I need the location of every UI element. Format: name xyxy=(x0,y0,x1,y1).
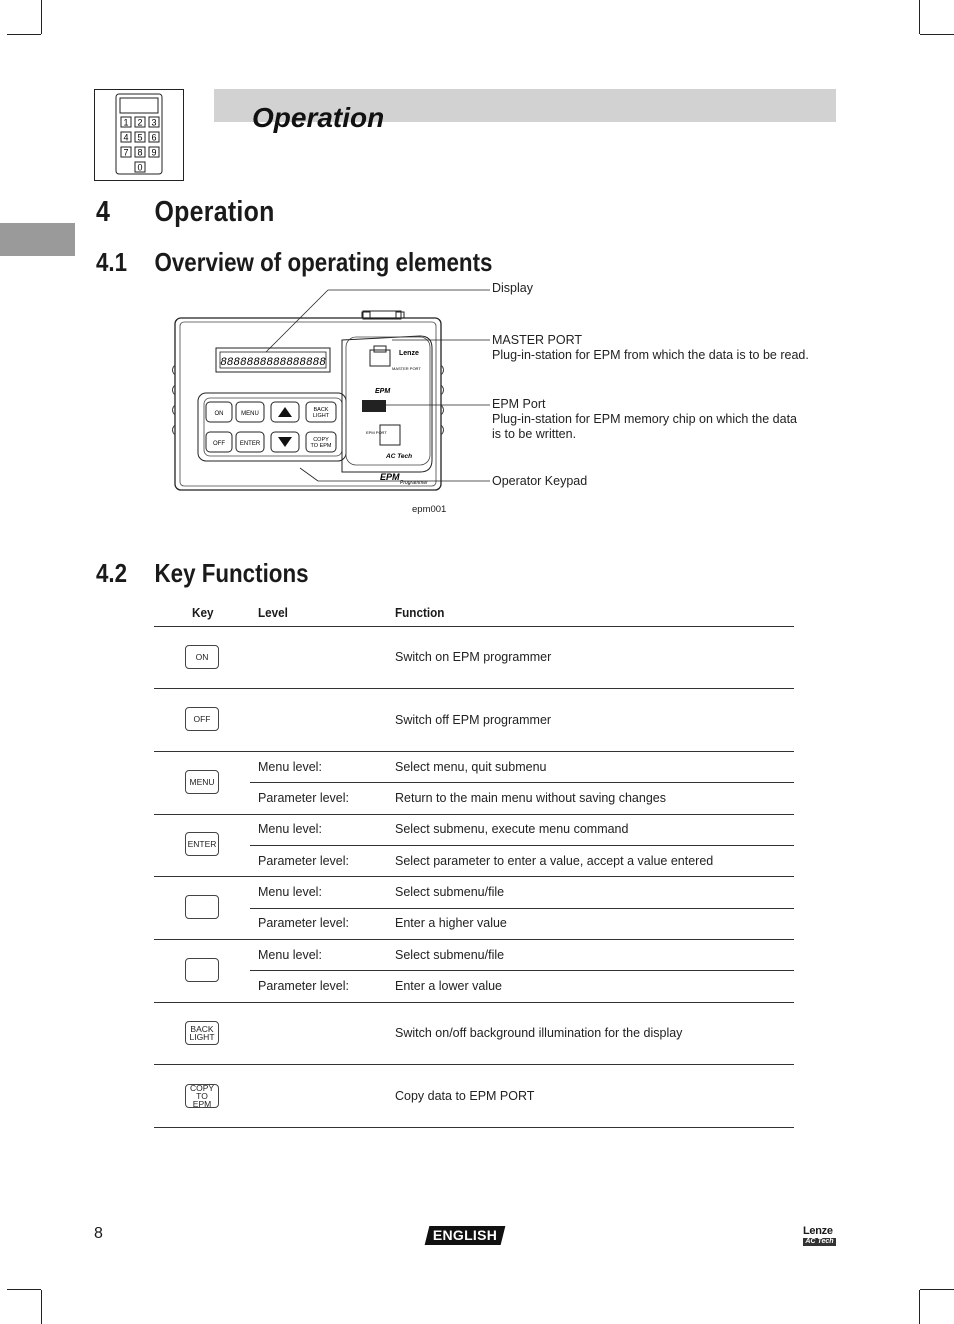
table-cell-function: Return to the main menu without saving changes xyxy=(395,791,666,805)
header-title: Operation xyxy=(252,102,385,133)
callout-keypad: Operator Keypad xyxy=(492,474,588,488)
crop-mark xyxy=(920,34,954,35)
keypad-key-label: 8 xyxy=(137,147,143,158)
table-cell-function: Select parameter to enter a value, accept a value entered xyxy=(395,854,714,868)
diagram-btn-backlight: BACK LIGHT xyxy=(312,407,330,419)
keypad-key-label: 3 xyxy=(151,117,157,128)
table-cell-level: Parameter level: xyxy=(258,791,350,805)
diagram-btn-copy: COPY TO EPM xyxy=(310,437,332,449)
table-header-key: Key xyxy=(192,605,214,620)
crop-mark xyxy=(919,1290,920,1324)
table-cell-level: Parameter level: xyxy=(258,979,350,993)
table-rule xyxy=(154,751,794,752)
table-cell-level: Menu level: xyxy=(258,760,322,774)
crop-mark xyxy=(919,0,920,34)
callout-display: Display xyxy=(492,281,533,295)
table-rule xyxy=(250,782,794,783)
crop-mark xyxy=(41,1290,42,1324)
table-rule xyxy=(154,1064,794,1065)
page-number: 8 xyxy=(94,1225,103,1242)
crop-mark xyxy=(41,0,42,34)
keypad-key-label: 1 xyxy=(123,117,129,128)
table-cell-function: Select submenu/file xyxy=(395,885,505,899)
table-cell-function: Copy data to EPM PORT xyxy=(395,1089,535,1103)
table-rule xyxy=(250,908,794,909)
figure-id: epm001 xyxy=(412,504,447,515)
table-cell-level: Menu level: xyxy=(258,822,322,836)
key-copy-to-epm-icon: COPY TO EPM xyxy=(185,1084,219,1108)
table-cell-level: Parameter level: xyxy=(258,916,350,930)
table-cell-function: Switch off EPM programmer xyxy=(395,713,552,727)
display-digits: 8888888888888888 xyxy=(220,357,326,369)
table-cell-function: Switch on/off background illumination for the display xyxy=(395,1026,683,1040)
table-cell-level: Menu level: xyxy=(258,885,322,899)
diagram-epm-logo: EPM xyxy=(375,388,391,395)
diagram-btn-menu: MENU xyxy=(241,411,259,417)
table-cell-level: Parameter level: xyxy=(258,854,350,868)
up-arrow-icon xyxy=(185,895,219,919)
callout-master-port: MASTER PORT Plug-in-station for EPM from which the data is to be read. xyxy=(492,333,809,362)
keypad-key-label: 5 xyxy=(137,132,143,143)
table-cell-function: Select submenu/file xyxy=(395,948,505,962)
down-arrow-icon xyxy=(185,958,219,982)
table-header-function: Function xyxy=(395,605,445,620)
table-rule xyxy=(154,688,794,689)
diagram-btn-on: ON xyxy=(214,411,224,417)
table-rule xyxy=(154,939,794,940)
table-rule xyxy=(154,1127,794,1128)
table-cell-function: Enter a higher value xyxy=(395,916,507,930)
table-rule xyxy=(154,1002,794,1003)
epm-programmer-diagram xyxy=(170,280,510,500)
table-cell-function: Select submenu, execute menu command xyxy=(395,822,629,836)
section-heading-4: 4 Operation xyxy=(96,196,275,228)
diagram-master-port-label: MASTER PORT xyxy=(392,366,421,371)
crop-mark xyxy=(7,1289,41,1290)
key-on-icon: ON xyxy=(185,645,219,669)
table-cell-function: Select menu, quit submenu xyxy=(395,760,547,774)
table-rule xyxy=(154,626,794,627)
keypad-icon xyxy=(94,89,184,181)
keypad-key-label: 7 xyxy=(123,147,129,158)
table-rule xyxy=(154,876,794,877)
diagram-epm-port-label: EPM PORT xyxy=(366,430,387,435)
keypad-key-label: 9 xyxy=(151,147,157,158)
language-badge: ENGLISH xyxy=(425,1226,506,1245)
diagram-epm-logo-bottom: EPM xyxy=(380,472,400,482)
table-rule xyxy=(250,845,794,846)
diagram-epm-logo-sub: Programmer xyxy=(400,480,428,486)
diagram-btn-enter: ENTER xyxy=(239,441,261,447)
key-off-icon: OFF xyxy=(185,707,219,731)
crop-mark xyxy=(7,34,41,35)
section-heading-4-2: 4.2 Key Functions xyxy=(96,558,309,588)
diagram-brand-label: Lenze xyxy=(399,350,419,357)
keypad-key-label: 6 xyxy=(151,132,157,143)
table-cell-function: Enter a lower value xyxy=(395,979,503,993)
table-cell-level: Menu level: xyxy=(258,948,322,962)
key-backlight-icon: BACK LIGHT xyxy=(185,1021,219,1045)
key-enter-icon: ENTER xyxy=(185,832,219,856)
table-rule xyxy=(250,970,794,971)
actech-logo: AC Tech xyxy=(803,1238,836,1246)
key-menu-icon: MENU xyxy=(185,770,219,794)
table-header-level: Level xyxy=(258,605,288,620)
diagram-btn-off: OFF xyxy=(213,441,225,447)
crop-mark xyxy=(920,1289,954,1290)
table-rule xyxy=(154,814,794,815)
callout-epm-port: EPM Port Plug-in-station for EPM memory chip on which the data is to be written. xyxy=(492,397,797,441)
diagram-actech-label: AC Tech xyxy=(386,453,413,460)
table-cell-function: Switch on EPM programmer xyxy=(395,650,552,664)
lenze-logo: Lenze xyxy=(803,1225,833,1237)
section-heading-4-1: 4.1 Overview of operating elements xyxy=(96,247,493,277)
chapter-tab xyxy=(0,223,75,256)
keypad-key-label: 2 xyxy=(137,117,143,128)
keypad-key-label: 0 xyxy=(137,162,143,173)
keypad-key-label: 4 xyxy=(123,132,129,143)
